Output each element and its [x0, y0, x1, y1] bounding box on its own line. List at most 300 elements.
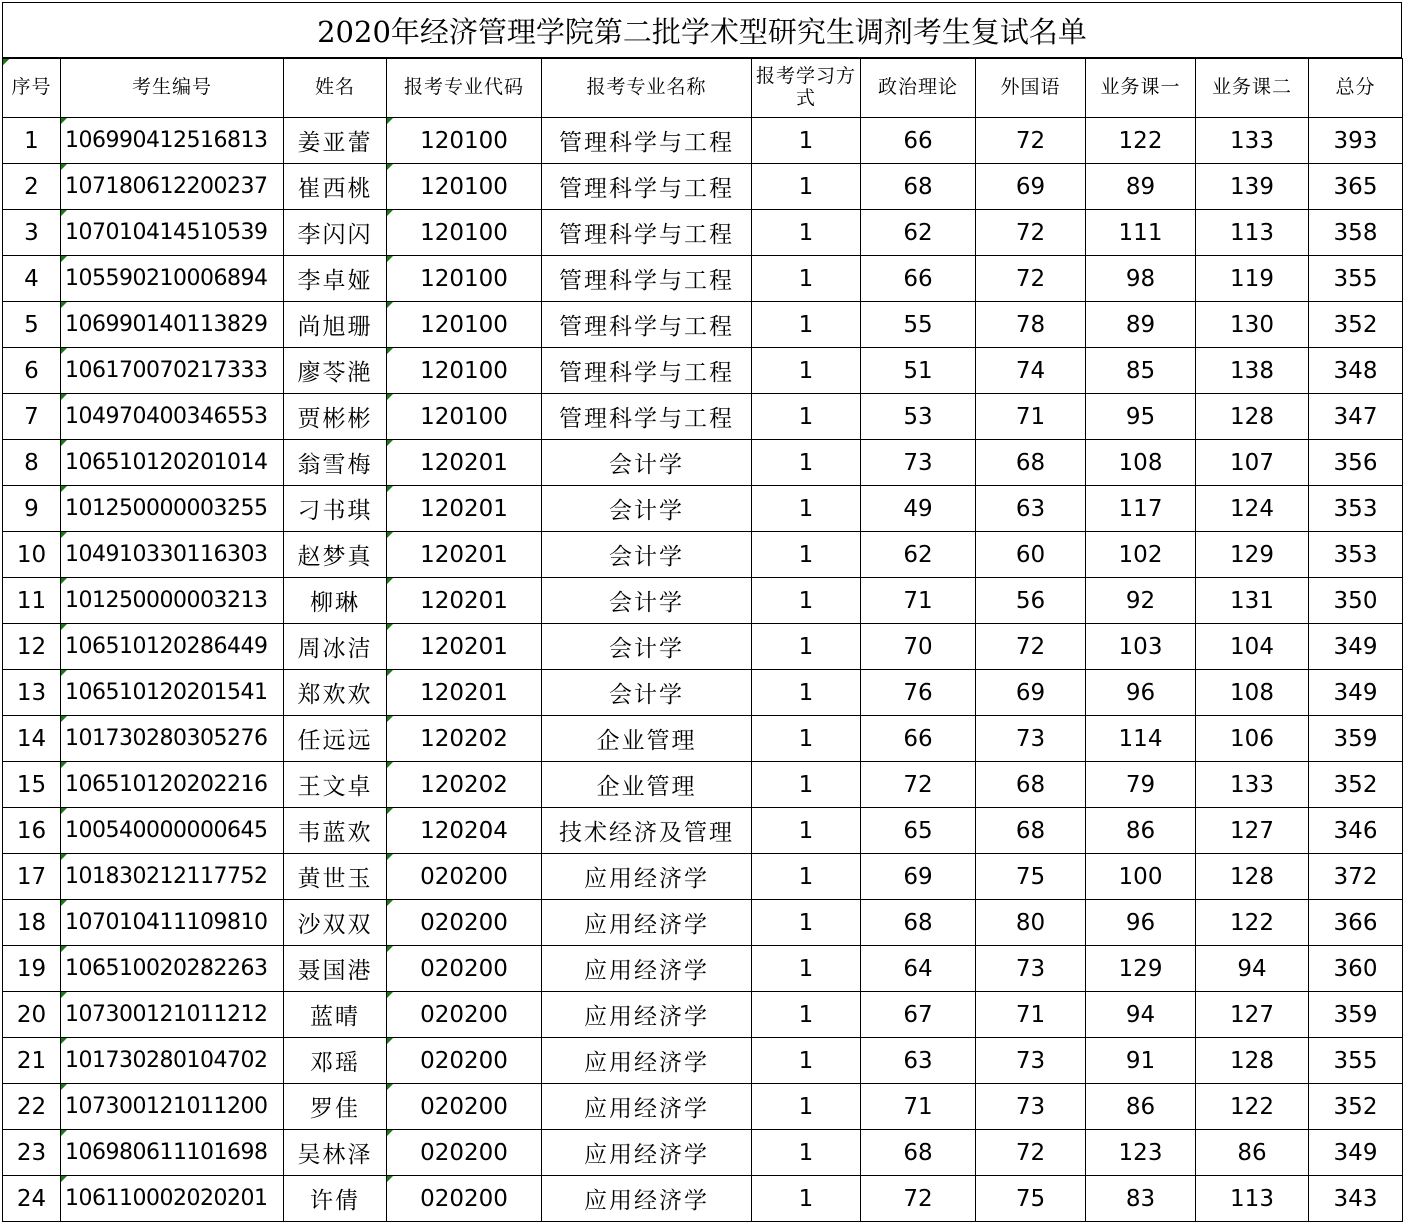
total-score-cell[interactable]	[1309, 670, 1403, 716]
foreign-language-score-cell[interactable]	[976, 348, 1086, 394]
politics-score-cell[interactable]	[861, 1038, 976, 1084]
candidate-id-cell[interactable]	[61, 394, 284, 440]
candidate-id-cell[interactable]	[61, 256, 284, 302]
total-score-cell[interactable]	[1309, 532, 1403, 578]
foreign-language-score-cell[interactable]	[976, 808, 1086, 854]
course-two-score-cell[interactable]	[1196, 302, 1309, 348]
candidate-id-cell[interactable]	[61, 302, 284, 348]
seq-cell[interactable]	[3, 900, 61, 946]
cell-text: 120100	[420, 357, 508, 384]
course-two-score-cell[interactable]	[1196, 118, 1309, 164]
total-score-cell[interactable]	[1309, 808, 1403, 854]
total-score-cell[interactable]	[1309, 440, 1403, 486]
cell-text: 李卓娅	[297, 268, 373, 294]
header-cell[interactable]: 考生编号	[61, 59, 284, 118]
course-two-score-cell[interactable]	[1196, 1130, 1309, 1176]
study-mode-cell[interactable]	[752, 992, 861, 1038]
name-cell[interactable]	[284, 1084, 387, 1130]
name-cell[interactable]	[284, 992, 387, 1038]
seq-cell[interactable]	[3, 854, 61, 900]
total-score-cell[interactable]	[1309, 1038, 1403, 1084]
candidate-id-cell[interactable]	[61, 118, 284, 164]
candidate-id-cell[interactable]	[61, 624, 284, 670]
total-score-cell[interactable]	[1309, 992, 1403, 1038]
candidate-id-cell[interactable]	[61, 1130, 284, 1176]
seq-cell[interactable]	[3, 670, 61, 716]
course-two-score-cell[interactable]	[1196, 1176, 1309, 1222]
politics-score-cell[interactable]	[861, 118, 976, 164]
candidate-id-cell[interactable]	[61, 900, 284, 946]
cell-text: 66	[903, 265, 933, 292]
major-code-cell[interactable]	[387, 302, 542, 348]
major-code-cell[interactable]	[387, 716, 542, 762]
candidate-id-cell[interactable]	[61, 716, 284, 762]
cell-text: 106510120201014	[65, 450, 268, 475]
header-cell[interactable]: 姓名	[284, 59, 387, 118]
politics-score-cell[interactable]	[861, 808, 976, 854]
course-two-score-cell[interactable]	[1196, 808, 1309, 854]
course-two-score-cell[interactable]	[1196, 992, 1309, 1038]
total-score-cell[interactable]	[1309, 256, 1403, 302]
study-mode-cell[interactable]	[752, 256, 861, 302]
politics-score-cell[interactable]	[861, 348, 976, 394]
cell-text: 120100	[420, 127, 508, 154]
study-mode-cell[interactable]	[752, 440, 861, 486]
course-one-score-cell[interactable]	[1086, 1176, 1196, 1222]
course-one-score-cell[interactable]	[1086, 440, 1196, 486]
major-code-cell[interactable]	[387, 440, 542, 486]
course-one-score-cell[interactable]	[1086, 302, 1196, 348]
politics-score-cell[interactable]	[861, 210, 976, 256]
politics-score-cell[interactable]	[861, 578, 976, 624]
major-code-cell[interactable]	[387, 762, 542, 808]
foreign-language-score-cell[interactable]	[976, 394, 1086, 440]
foreign-language-score-cell[interactable]	[976, 624, 1086, 670]
cell-text: 管理科学与工程	[559, 360, 734, 386]
course-one-score-cell[interactable]	[1086, 762, 1196, 808]
study-mode-cell[interactable]	[752, 210, 861, 256]
major-code-cell[interactable]	[387, 624, 542, 670]
text-format-marker-icon	[387, 348, 393, 354]
major-code-cell[interactable]	[387, 348, 542, 394]
seq-cell[interactable]	[3, 486, 61, 532]
course-two-score-cell[interactable]	[1196, 164, 1309, 210]
course-one-score-cell[interactable]	[1086, 256, 1196, 302]
major-name-cell[interactable]	[542, 1176, 752, 1222]
seq-cell[interactable]	[3, 1084, 61, 1130]
cell-text: 70	[903, 633, 933, 660]
politics-score-cell[interactable]	[861, 716, 976, 762]
candidate-id-cell[interactable]	[61, 1038, 284, 1084]
foreign-language-score-cell[interactable]	[976, 762, 1086, 808]
course-one-score-cell[interactable]	[1086, 164, 1196, 210]
foreign-language-score-cell[interactable]	[976, 1038, 1086, 1084]
name-cell[interactable]	[284, 164, 387, 210]
major-name-cell[interactable]	[542, 992, 752, 1038]
major-code-cell[interactable]	[387, 394, 542, 440]
politics-score-cell[interactable]	[861, 486, 976, 532]
course-two-score-cell[interactable]	[1196, 624, 1309, 670]
total-score-cell[interactable]	[1309, 1130, 1403, 1176]
course-two-score-cell[interactable]	[1196, 348, 1309, 394]
course-two-score-cell[interactable]	[1196, 670, 1309, 716]
course-two-score-cell[interactable]	[1196, 532, 1309, 578]
study-mode-cell[interactable]	[752, 854, 861, 900]
course-two-score-cell[interactable]	[1196, 256, 1309, 302]
course-one-score-cell[interactable]	[1086, 716, 1196, 762]
header-cell[interactable]: 序号	[3, 59, 61, 118]
cell-text: 86	[1237, 1139, 1267, 1166]
politics-score-cell[interactable]	[861, 762, 976, 808]
course-two-score-cell[interactable]	[1196, 578, 1309, 624]
major-name-cell[interactable]	[542, 486, 752, 532]
politics-score-cell[interactable]	[861, 1084, 976, 1130]
study-mode-cell[interactable]	[752, 578, 861, 624]
major-name-cell[interactable]	[542, 256, 752, 302]
cell-text: 139	[1230, 173, 1274, 200]
course-one-score-cell[interactable]	[1086, 946, 1196, 992]
name-cell[interactable]	[284, 578, 387, 624]
foreign-language-score-cell[interactable]	[976, 302, 1086, 348]
header-cell[interactable]: 业务课二	[1196, 59, 1309, 118]
foreign-language-score-cell[interactable]	[976, 1084, 1086, 1130]
header-cell[interactable]: 业务课一	[1086, 59, 1196, 118]
study-mode-cell[interactable]	[752, 118, 861, 164]
politics-score-cell[interactable]	[861, 1176, 976, 1222]
major-name-cell[interactable]	[542, 578, 752, 624]
foreign-language-score-cell[interactable]	[976, 900, 1086, 946]
name-cell[interactable]	[284, 1130, 387, 1176]
foreign-language-score-cell[interactable]	[976, 164, 1086, 210]
course-one-score-cell[interactable]	[1086, 992, 1196, 1038]
politics-score-cell[interactable]	[861, 900, 976, 946]
name-cell[interactable]	[284, 946, 387, 992]
candidate-id-cell[interactable]	[61, 532, 284, 578]
major-name-cell[interactable]	[542, 1038, 752, 1084]
name-cell[interactable]	[284, 716, 387, 762]
course-two-score-cell[interactable]	[1196, 440, 1309, 486]
major-name-cell[interactable]	[542, 716, 752, 762]
major-name-cell[interactable]	[542, 440, 752, 486]
total-score-cell[interactable]	[1309, 946, 1403, 992]
foreign-language-score-cell[interactable]	[976, 670, 1086, 716]
foreign-language-score-cell[interactable]	[976, 532, 1086, 578]
cell-text: 1	[798, 771, 814, 798]
cell-text: 1	[798, 541, 814, 568]
seq-cell[interactable]	[3, 394, 61, 440]
total-score-cell[interactable]	[1309, 578, 1403, 624]
study-mode-cell[interactable]	[752, 808, 861, 854]
major-code-cell[interactable]	[387, 946, 542, 992]
course-one-score-cell[interactable]	[1086, 900, 1196, 946]
course-two-score-cell[interactable]	[1196, 394, 1309, 440]
politics-score-cell[interactable]	[861, 394, 976, 440]
name-cell[interactable]	[284, 624, 387, 670]
major-name-cell[interactable]	[542, 348, 752, 394]
politics-score-cell[interactable]	[861, 440, 976, 486]
course-one-score-cell[interactable]	[1086, 854, 1196, 900]
cell-text: 76	[903, 679, 933, 706]
course-one-score-cell[interactable]	[1086, 486, 1196, 532]
study-mode-cell[interactable]	[752, 946, 861, 992]
name-cell[interactable]	[284, 210, 387, 256]
cell-text: 352	[1333, 1093, 1378, 1120]
foreign-language-score-cell[interactable]	[976, 716, 1086, 762]
name-cell[interactable]	[284, 762, 387, 808]
candidate-id-cell[interactable]	[61, 1084, 284, 1130]
course-two-score-cell[interactable]	[1196, 762, 1309, 808]
course-one-score-cell[interactable]	[1086, 808, 1196, 854]
politics-score-cell[interactable]	[861, 532, 976, 578]
course-one-score-cell[interactable]	[1086, 532, 1196, 578]
candidate-id-cell[interactable]	[61, 164, 284, 210]
cell-text: 72	[1015, 1139, 1046, 1166]
major-code-cell[interactable]	[387, 670, 542, 716]
name-cell[interactable]	[284, 1038, 387, 1084]
candidate-id-cell[interactable]	[61, 210, 284, 256]
name-cell[interactable]	[284, 532, 387, 578]
study-mode-cell[interactable]	[752, 762, 861, 808]
major-code-cell[interactable]	[387, 118, 542, 164]
major-code-cell[interactable]	[387, 164, 542, 210]
study-mode-cell[interactable]	[752, 164, 861, 210]
header-cell[interactable]: 政治理论	[861, 59, 976, 118]
major-code-cell[interactable]	[387, 1176, 542, 1222]
foreign-language-score-cell[interactable]	[976, 118, 1086, 164]
course-two-score-cell[interactable]	[1196, 900, 1309, 946]
total-score-cell[interactable]	[1309, 1176, 1403, 1222]
study-mode-cell[interactable]	[752, 532, 861, 578]
seq-cell[interactable]	[3, 992, 61, 1038]
study-mode-cell[interactable]	[752, 670, 861, 716]
candidate-id-cell[interactable]	[61, 762, 284, 808]
total-score-cell[interactable]	[1309, 762, 1403, 808]
header-cell[interactable]: 报考专业代码	[387, 59, 542, 118]
course-two-score-cell[interactable]	[1196, 716, 1309, 762]
course-one-score-cell[interactable]	[1086, 1130, 1196, 1176]
seq-cell[interactable]	[3, 302, 61, 348]
header-cell[interactable]: 报考专业名称	[542, 59, 752, 118]
name-cell[interactable]	[284, 1176, 387, 1222]
major-code-cell[interactable]	[387, 900, 542, 946]
total-score-cell[interactable]	[1309, 210, 1403, 256]
seq-cell[interactable]	[3, 1038, 61, 1084]
study-mode-cell[interactable]	[752, 1176, 861, 1222]
name-cell[interactable]	[284, 302, 387, 348]
course-two-score-cell[interactable]	[1196, 1038, 1309, 1084]
foreign-language-score-cell[interactable]	[976, 486, 1086, 532]
major-name-cell[interactable]	[542, 808, 752, 854]
total-score-cell[interactable]	[1309, 1084, 1403, 1130]
course-one-score-cell[interactable]	[1086, 118, 1196, 164]
seq-cell[interactable]	[3, 210, 61, 256]
major-code-cell[interactable]	[387, 486, 542, 532]
seq-cell[interactable]	[3, 762, 61, 808]
name-cell[interactable]	[284, 808, 387, 854]
name-cell[interactable]	[284, 486, 387, 532]
study-mode-cell[interactable]	[752, 348, 861, 394]
study-mode-cell[interactable]	[752, 900, 861, 946]
name-cell[interactable]	[284, 348, 387, 394]
name-cell[interactable]	[284, 440, 387, 486]
seq-cell[interactable]	[3, 624, 61, 670]
course-one-score-cell[interactable]	[1086, 1084, 1196, 1130]
major-name-cell[interactable]	[542, 394, 752, 440]
major-code-cell[interactable]	[387, 532, 542, 578]
total-score-cell[interactable]	[1309, 900, 1403, 946]
major-name-cell[interactable]	[542, 670, 752, 716]
politics-score-cell[interactable]	[861, 854, 976, 900]
foreign-language-score-cell[interactable]	[976, 1130, 1086, 1176]
cell-text: 020200	[420, 863, 508, 890]
major-code-cell[interactable]	[387, 256, 542, 302]
course-two-score-cell[interactable]	[1196, 486, 1309, 532]
major-name-cell[interactable]	[542, 1084, 752, 1130]
candidate-id-cell[interactable]	[61, 440, 284, 486]
candidate-id-cell[interactable]	[61, 808, 284, 854]
study-mode-cell[interactable]	[752, 716, 861, 762]
course-one-score-cell[interactable]	[1086, 394, 1196, 440]
seq-cell[interactable]	[3, 1130, 61, 1176]
cell-text: 133	[1230, 127, 1274, 154]
text-format-marker-icon	[387, 210, 393, 216]
total-score-cell[interactable]	[1309, 854, 1403, 900]
major-code-cell[interactable]	[387, 808, 542, 854]
politics-score-cell[interactable]	[861, 302, 976, 348]
politics-score-cell[interactable]	[861, 256, 976, 302]
seq-cell[interactable]	[3, 256, 61, 302]
major-code-cell[interactable]	[387, 992, 542, 1038]
cell-text: 73	[1015, 955, 1046, 982]
foreign-language-score-cell[interactable]	[976, 992, 1086, 1038]
foreign-language-score-cell[interactable]	[976, 854, 1086, 900]
seq-cell[interactable]	[3, 164, 61, 210]
name-cell[interactable]	[284, 900, 387, 946]
total-score-cell[interactable]	[1309, 486, 1403, 532]
major-name-cell[interactable]	[542, 946, 752, 992]
politics-score-cell[interactable]	[861, 670, 976, 716]
major-code-cell[interactable]	[387, 1130, 542, 1176]
name-cell[interactable]	[284, 394, 387, 440]
name-cell[interactable]	[284, 118, 387, 164]
major-name-cell[interactable]	[542, 164, 752, 210]
foreign-language-score-cell[interactable]	[976, 578, 1086, 624]
total-score-cell[interactable]	[1309, 716, 1403, 762]
foreign-language-score-cell[interactable]	[976, 946, 1086, 992]
study-mode-cell[interactable]	[752, 486, 861, 532]
major-name-cell[interactable]	[542, 532, 752, 578]
total-score-cell[interactable]	[1309, 302, 1403, 348]
header-cell[interactable]: 报考学习方式	[752, 59, 861, 118]
major-name-cell[interactable]	[542, 624, 752, 670]
politics-score-cell[interactable]	[861, 164, 976, 210]
header-cell[interactable]: 总分	[1309, 59, 1403, 118]
candidate-id-cell[interactable]	[61, 946, 284, 992]
course-two-score-cell[interactable]	[1196, 1084, 1309, 1130]
foreign-language-score-cell[interactable]	[976, 210, 1086, 256]
seq-cell[interactable]	[3, 716, 61, 762]
header-cell[interactable]: 外国语	[976, 59, 1086, 118]
major-name-cell[interactable]	[542, 118, 752, 164]
candidate-id-cell[interactable]	[61, 854, 284, 900]
seq-cell[interactable]	[3, 1176, 61, 1222]
seq-cell[interactable]	[3, 946, 61, 992]
text-format-marker-icon	[387, 992, 393, 998]
study-mode-cell[interactable]	[752, 1130, 861, 1176]
candidate-id-cell[interactable]	[61, 486, 284, 532]
cell-text: 刁书琪	[297, 498, 373, 524]
major-code-cell[interactable]	[387, 210, 542, 256]
study-mode-cell[interactable]	[752, 624, 861, 670]
course-two-score-cell[interactable]	[1196, 854, 1309, 900]
major-name-cell[interactable]	[542, 762, 752, 808]
major-name-cell[interactable]	[542, 900, 752, 946]
politics-score-cell[interactable]	[861, 624, 976, 670]
major-code-cell[interactable]	[387, 578, 542, 624]
name-cell[interactable]	[284, 854, 387, 900]
politics-score-cell[interactable]	[861, 946, 976, 992]
major-name-cell[interactable]	[542, 854, 752, 900]
seq-cell[interactable]	[3, 808, 61, 854]
foreign-language-score-cell[interactable]	[976, 440, 1086, 486]
cell-text: 赵梦真	[297, 544, 373, 570]
candidate-id-cell[interactable]	[61, 578, 284, 624]
major-code-cell[interactable]	[387, 854, 542, 900]
course-two-score-cell[interactable]	[1196, 210, 1309, 256]
study-mode-cell[interactable]	[752, 1084, 861, 1130]
course-one-score-cell[interactable]	[1086, 210, 1196, 256]
politics-score-cell[interactable]	[861, 1130, 976, 1176]
cell-text: 94	[1237, 955, 1267, 982]
major-code-cell[interactable]	[387, 1084, 542, 1130]
major-name-cell[interactable]	[542, 302, 752, 348]
candidate-id-cell[interactable]	[61, 348, 284, 394]
total-score-cell[interactable]	[1309, 624, 1403, 670]
politics-score-cell[interactable]	[861, 992, 976, 1038]
total-score-cell[interactable]	[1309, 164, 1403, 210]
course-one-score-cell[interactable]	[1086, 624, 1196, 670]
course-one-score-cell[interactable]	[1086, 578, 1196, 624]
name-cell[interactable]	[284, 670, 387, 716]
total-score-cell[interactable]	[1309, 118, 1403, 164]
study-mode-cell[interactable]	[752, 302, 861, 348]
seq-cell[interactable]	[3, 532, 61, 578]
course-one-score-cell[interactable]	[1086, 1038, 1196, 1084]
seq-cell[interactable]	[3, 440, 61, 486]
major-name-cell[interactable]	[542, 1130, 752, 1176]
course-one-score-cell[interactable]	[1086, 670, 1196, 716]
name-cell[interactable]	[284, 256, 387, 302]
total-score-cell[interactable]	[1309, 348, 1403, 394]
major-code-cell[interactable]	[387, 1038, 542, 1084]
foreign-language-score-cell[interactable]	[976, 256, 1086, 302]
cell-text: 19	[16, 955, 47, 982]
total-score-cell[interactable]	[1309, 394, 1403, 440]
seq-cell[interactable]	[3, 578, 61, 624]
course-one-score-cell[interactable]	[1086, 348, 1196, 394]
study-mode-cell[interactable]	[752, 1038, 861, 1084]
major-name-cell[interactable]	[542, 210, 752, 256]
course-two-score-cell[interactable]	[1196, 946, 1309, 992]
study-mode-cell[interactable]	[752, 394, 861, 440]
seq-cell[interactable]	[3, 348, 61, 394]
cell-text: 3	[24, 219, 39, 246]
foreign-language-score-cell[interactable]	[976, 1176, 1086, 1222]
seq-cell[interactable]	[3, 118, 61, 164]
candidate-id-cell[interactable]	[61, 992, 284, 1038]
candidate-id-cell[interactable]	[61, 1176, 284, 1222]
candidate-id-cell[interactable]	[61, 670, 284, 716]
